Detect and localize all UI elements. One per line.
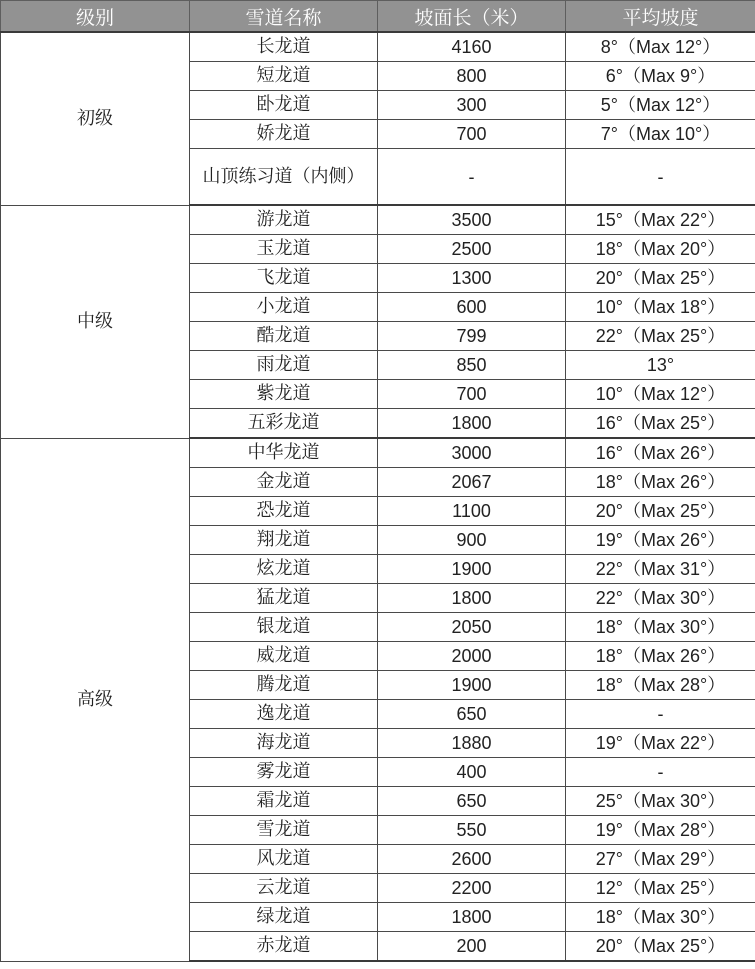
slope-gradient-cell: 22°（Max 31°） [566,555,755,584]
slope-name-cell: 逸龙道 [190,700,378,729]
slope-name-cell: 雪龙道 [190,816,378,845]
slope-length-cell: 650 [378,700,566,729]
slope-name-cell: 雨龙道 [190,351,378,380]
table-row [1,438,755,468]
slope-name-cell: 云龙道 [190,874,378,903]
slope-length-cell: 2050 [378,613,566,642]
slope-name-cell: 猛龙道 [190,584,378,613]
slope-name-cell: 腾龙道 [190,671,378,700]
level-cell: 初级 [1,32,190,205]
slope-gradient-cell: 19°（Max 26°） [566,526,755,555]
slope-gradient-cell: 12°（Max 25°） [566,874,755,903]
slope-length-cell: 2000 [378,642,566,671]
slope-length-cell: 1100 [378,497,566,526]
slope-gradient-cell: 22°（Max 30°） [566,584,755,613]
slope-length-cell: 800 [378,62,566,91]
slope-length-cell: 850 [378,351,566,380]
slope-gradient-cell: 18°（Max 20°） [566,235,755,264]
header-name: 雪道名称 [190,1,378,33]
slope-length-cell: 799 [378,322,566,351]
slope-name-cell: 赤龙道 [190,932,378,962]
slope-name-cell: 雾龙道 [190,758,378,787]
slope-length-cell: 700 [378,120,566,149]
slope-name-cell: 山顶练习道（内侧） [190,149,378,206]
slope-length-cell: 3500 [378,205,566,235]
slope-length-cell: 1800 [378,409,566,439]
slope-length-cell: 700 [378,380,566,409]
slope-gradient-cell: 15°（Max 22°） [566,205,755,235]
slope-gradient-cell: 8°（Max 12°） [566,32,755,62]
slope-name-cell: 恐龙道 [190,497,378,526]
header-row [1,1,755,33]
slope-gradient-cell: 16°（Max 26°） [566,438,755,468]
slope-name-cell: 炫龙道 [190,555,378,584]
slope-length-cell: 1880 [378,729,566,758]
slope-length-cell: 600 [378,293,566,322]
slope-name-cell: 海龙道 [190,729,378,758]
slope-name-cell: 娇龙道 [190,120,378,149]
level-cell: 中级 [1,205,190,438]
slope-gradient-cell: 25°（Max 30°） [566,787,755,816]
slope-name-cell: 五彩龙道 [190,409,378,439]
slope-length-cell: 1300 [378,264,566,293]
table-header [1,1,755,33]
slope-name-cell: 长龙道 [190,32,378,62]
table-row [1,32,755,62]
slope-length-cell: 2200 [378,874,566,903]
slope-length-cell: 650 [378,787,566,816]
slope-gradient-cell: 7°（Max 10°） [566,120,755,149]
slope-gradient-cell: - [566,149,755,206]
slope-gradient-cell: 19°（Max 28°） [566,816,755,845]
slope-length-cell: 1900 [378,555,566,584]
slope-name-cell: 卧龙道 [190,91,378,120]
slope-length-cell: 200 [378,932,566,962]
slope-name-cell: 中华龙道 [190,438,378,468]
slope-gradient-cell: 6°（Max 9°） [566,62,755,91]
slope-name-cell: 金龙道 [190,468,378,497]
slope-length-cell: 4160 [378,32,566,62]
slope-gradient-cell: 18°（Max 26°） [566,468,755,497]
slope-length-cell: 550 [378,816,566,845]
table-row [1,205,755,235]
slope-gradient-cell: 10°（Max 18°） [566,293,755,322]
slope-gradient-cell: 27°（Max 29°） [566,845,755,874]
slope-length-cell: 2600 [378,845,566,874]
slope-gradient-cell: 13° [566,351,755,380]
slope-length-cell: 2500 [378,235,566,264]
slope-length-cell: 1800 [378,903,566,932]
slope-name-cell: 游龙道 [190,205,378,235]
slope-gradient-cell: 16°（Max 25°） [566,409,755,439]
slope-length-cell: 400 [378,758,566,787]
slope-gradient-cell: 18°（Max 28°） [566,671,755,700]
slope-name-cell: 酷龙道 [190,322,378,351]
slope-gradient-cell: 20°（Max 25°） [566,497,755,526]
table-body [1,32,755,961]
slope-gradient-cell: 18°（Max 26°） [566,642,755,671]
slope-name-cell: 风龙道 [190,845,378,874]
slope-gradient-cell: 22°（Max 25°） [566,322,755,351]
slope-gradient-cell: 10°（Max 12°） [566,380,755,409]
header-level: 级别 [1,1,190,33]
slope-length-cell: 900 [378,526,566,555]
header-length: 坡面长（米） [378,1,566,33]
slope-gradient-cell: 20°（Max 25°） [566,932,755,962]
slope-name-cell: 绿龙道 [190,903,378,932]
level-cell: 高级 [1,438,190,961]
slope-gradient-cell: 20°（Max 25°） [566,264,755,293]
header-gradient: 平均坡度 [566,1,755,33]
slope-name-cell: 翔龙道 [190,526,378,555]
slope-name-cell: 飞龙道 [190,264,378,293]
slope-length-cell: 1800 [378,584,566,613]
slope-length-cell: 1900 [378,671,566,700]
slope-gradient-cell: 19°（Max 22°） [566,729,755,758]
slope-name-cell: 霜龙道 [190,787,378,816]
slope-name-cell: 威龙道 [190,642,378,671]
slope-gradient-cell: 18°（Max 30°） [566,903,755,932]
slope-gradient-cell: - [566,758,755,787]
slope-name-cell: 小龙道 [190,293,378,322]
slope-length-cell: - [378,149,566,206]
slope-gradient-cell: - [566,700,755,729]
slope-gradient-cell: 18°（Max 30°） [566,613,755,642]
slope-length-cell: 2067 [378,468,566,497]
slope-gradient-cell: 5°（Max 12°） [566,91,755,120]
slope-name-cell: 短龙道 [190,62,378,91]
slope-name-cell: 玉龙道 [190,235,378,264]
slope-length-cell: 300 [378,91,566,120]
slope-length-cell: 3000 [378,438,566,468]
slope-name-cell: 紫龙道 [190,380,378,409]
slope-name-cell: 银龙道 [190,613,378,642]
